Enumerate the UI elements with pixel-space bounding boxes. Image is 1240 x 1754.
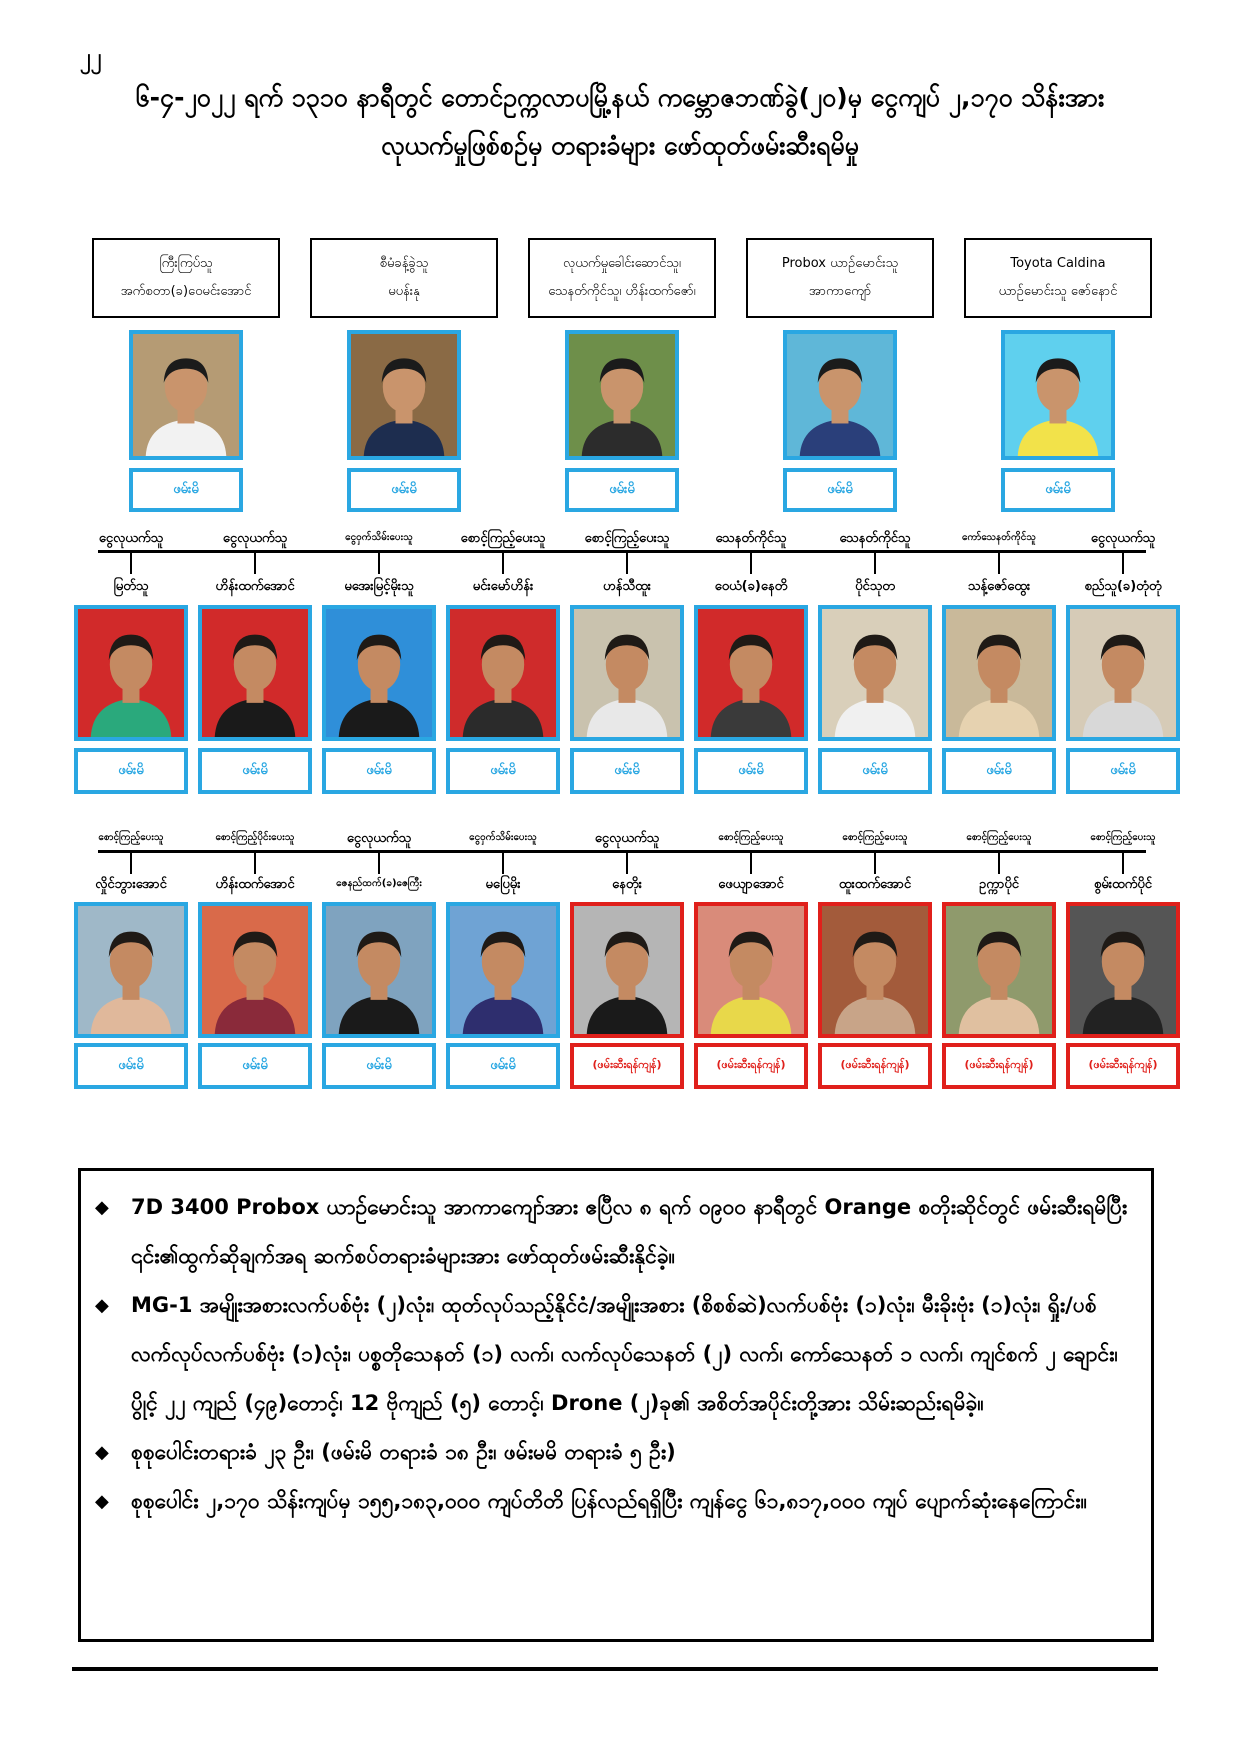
leader-role-line2: မပန်းနု xyxy=(388,284,420,299)
person-silhouette xyxy=(326,906,432,1034)
suspect-status: (ဖမ်းဆီးရန်ကျန်) xyxy=(1066,1043,1180,1089)
diamond-bullet-icon: ◆ xyxy=(95,1295,109,1316)
suspect-role: ငွေလုယက်သူ xyxy=(594,831,660,846)
suspect-role: ငွေဝှက်သိမ်းပေးသူ xyxy=(469,832,537,843)
suspect-role: ငွေလုယက်သူ xyxy=(222,531,288,546)
suspect-role: ငွေလုယက်သူ xyxy=(346,831,412,846)
page-number: ၂၂ xyxy=(80,45,102,70)
connector-tick xyxy=(502,852,504,874)
person-silhouette xyxy=(351,334,457,456)
suspect-name: စွမ်းထက်ပိုင် xyxy=(1094,877,1152,892)
connector-tick xyxy=(1122,552,1124,574)
leader-role-line1: လုယက်မှုခေါင်းဆောင်သူ၊ xyxy=(563,256,681,271)
person-silhouette xyxy=(202,906,308,1034)
leader-photo xyxy=(1001,330,1115,460)
info-box xyxy=(78,1168,1154,1642)
diamond-bullet-icon: ◆ xyxy=(95,1491,109,1512)
suspect-name: မအေးမြင့်မိုးသူ xyxy=(344,579,414,594)
suspect-status: ဖမ်းမိ xyxy=(446,748,560,794)
suspect-role: ငွေဝှက်သိမ်းပေးသူ xyxy=(345,532,413,543)
suspect-photo xyxy=(198,605,312,741)
suspect-name: မပြေမိုး xyxy=(485,877,521,892)
suspect-status: ဖမ်းမိ xyxy=(74,1043,188,1089)
person-silhouette xyxy=(1005,334,1111,456)
leader-role-line1: စီမံခန့်ခွဲသူ xyxy=(379,256,429,271)
info-bullet-1: ◆ 7D 3400 Probox ယာဉ်မောင်းသူ အာကာကျော်အား ဧပြီလ ၈ ရက် ၀၉၀၀ နာရီတွင် Orange စတိုးဆိုင်တွင် ဖမ်းဆီးရမိပြီး ၎င်း၏ထွက်ဆိုချက်အရ ဆက်စပ်တရားခံများအား ဖော်ထုတ်ဖမ်းဆီးနိုင်ခဲ့။ xyxy=(95,1183,1131,1281)
leader-role-box xyxy=(528,238,716,318)
leader-status: ဖမ်းမိ xyxy=(1001,468,1115,512)
suspect-name: ထူးထက်အောင် xyxy=(838,877,912,892)
suspect-status: ဖမ်းမိ xyxy=(74,748,188,794)
suspect-role: စောင့်ကြည့်ပေးသူ xyxy=(966,832,1032,843)
suspect-name: ဝေယံ(ခ)နေတိ xyxy=(714,579,788,594)
connector-tick xyxy=(1122,852,1124,874)
info-bullet-2: ◆ MG-1 အမျိုးအစားလက်ပစ်ဗုံး (၂)လုံး၊ ထုတ်လုပ်သည့်နိုင်ငံ/အမျိုးအစား (စိစစ်ဆဲ)လက်ပစ်ဗုံး (၁)လုံး၊ မီးခိုးဗုံး (၁)လုံး၊ ရှိုး/ပစ်လက်လုပ်လက်ပစ်ဗုံး (၁)လုံး၊ ပစ္စတိုသေနတ် (၁) လက်၊ လက်လုပ်သေနတ် (၂) လက်၊ ကော်သေနတ် ၁ လက်၊ ကျင်စက် ၂ ချောင်း၊ ပွိုင့် ၂၂ ကျည် (၄၉)တောင့်၊ 12 ဗိုကျည် (၅) တောင့်၊ Drone (၂)ခု၏ အစိတ်အပိုင်းတို့အား သိမ်းဆည်းရမိခဲ့။ xyxy=(95,1281,1131,1428)
diamond-bullet-icon: ◆ xyxy=(95,1197,109,1218)
suspect-name: ဟန်သီထူး xyxy=(603,579,651,594)
suspect-role: စောင့်ကြည့်ပေးသူ xyxy=(718,832,784,843)
suspect-name: သန့်ဇော်ထွေး xyxy=(967,579,1031,594)
person-silhouette xyxy=(946,609,1052,737)
suspect-photo xyxy=(818,902,932,1038)
leader-photo xyxy=(565,330,679,460)
leader-status: ဖမ်းမိ xyxy=(783,468,897,512)
suspect-role: သေနတ်ကိုင်သူ xyxy=(715,531,787,546)
suspect-photo xyxy=(446,902,560,1038)
suspect-role: စောင့်ကြည့်ပိုင်းပေးသူ xyxy=(215,832,295,843)
leader-role-box xyxy=(964,238,1152,318)
person-silhouette xyxy=(946,906,1052,1034)
suspect-role: စောင့်ကြည့်ပေးသူ xyxy=(584,531,670,546)
suspect-status: (ဖမ်းဆီးရန်ကျန်) xyxy=(818,1043,932,1089)
connector-tick xyxy=(998,852,1000,874)
person-silhouette xyxy=(450,906,556,1034)
connector-tick xyxy=(254,552,256,574)
leader-role-box xyxy=(92,238,280,318)
suspect-photo xyxy=(446,605,560,741)
leader-role-line1: Toyota Caldina xyxy=(1010,256,1106,271)
suspect-role: စောင့်ကြည့်ပေးသူ xyxy=(842,832,908,843)
suspect-photo xyxy=(942,902,1056,1038)
suspect-name: ပိုင်သုတ xyxy=(855,579,895,594)
leader-role-line1: ကြီးကြပ်သူ xyxy=(159,256,213,271)
leader-role-line2: ယာဉ်မောင်းသူ ဇော်နောင် xyxy=(998,284,1118,299)
connector-tick xyxy=(130,552,132,574)
person-silhouette xyxy=(450,609,556,737)
connector-tick xyxy=(750,852,752,874)
leader-photo xyxy=(347,330,461,460)
suspect-status: (ဖမ်းဆီးရန်ကျန်) xyxy=(694,1043,808,1089)
suspect-name: နေတိုး xyxy=(612,877,642,892)
suspect-photo xyxy=(570,902,684,1038)
person-silhouette xyxy=(822,609,928,737)
person-silhouette xyxy=(698,906,804,1034)
suspect-name: ဥက္ကာပိုင် xyxy=(979,877,1019,892)
suspect-photo xyxy=(694,605,808,741)
suspect-photo xyxy=(74,605,188,741)
leader-photo xyxy=(783,330,897,460)
connector-tick xyxy=(874,552,876,574)
connector-tick xyxy=(378,552,380,574)
suspect-status: ဖမ်းမိ xyxy=(570,748,684,794)
suspect-photo xyxy=(322,605,436,741)
leader-role-box xyxy=(746,238,934,318)
person-silhouette xyxy=(1070,609,1176,737)
connector-tick xyxy=(998,552,1000,574)
suspect-status: ဖမ်းမိ xyxy=(1066,748,1180,794)
leader-photo xyxy=(129,330,243,460)
suspect-photo xyxy=(322,902,436,1038)
person-silhouette xyxy=(202,609,308,737)
connector-tick xyxy=(626,552,628,574)
person-silhouette xyxy=(1070,906,1176,1034)
suspect-status: ဖမ်းမိ xyxy=(322,1043,436,1089)
diamond-bullet-icon: ◆ xyxy=(95,1442,109,1463)
connector-tick xyxy=(378,852,380,874)
leader-status: ဖမ်းမိ xyxy=(565,468,679,512)
suspect-photo xyxy=(942,605,1056,741)
suspect-photo xyxy=(198,902,312,1038)
bottom-rule xyxy=(72,1667,1158,1671)
suspect-name: ဟိန်းထက်အောင် xyxy=(215,579,295,594)
leader-role-line2: သေနတ်ကိုင်သူ၊ ဟိန်းထက်ဇော်၊ xyxy=(548,284,696,299)
suspect-role: စောင့်ကြည့်ပေးသူ xyxy=(98,832,164,843)
connector-tick xyxy=(626,852,628,874)
leader-status: ဖမ်းမိ xyxy=(129,468,243,512)
suspect-name: စည်သူ(ခ)တုံတုံ xyxy=(1084,579,1162,594)
suspect-status: (ဖမ်းဆီးရန်ကျန်) xyxy=(570,1043,684,1089)
suspect-role: ကော်သေနတ်ကိုင်သူ xyxy=(962,532,1036,543)
suspect-status: ဖမ်းမိ xyxy=(198,748,312,794)
suspect-photo xyxy=(74,902,188,1038)
leader-role-line2: အာကာကျော် xyxy=(808,284,872,299)
connector-tick xyxy=(750,552,752,574)
leader-role-line2: အက်စတာ(ခ)ဝေမင်းအောင် xyxy=(120,284,252,299)
person-silhouette xyxy=(574,609,680,737)
suspect-name: မြတ်သူ xyxy=(113,579,149,594)
person-silhouette xyxy=(78,609,184,737)
suspect-photo xyxy=(1066,605,1180,741)
connector-tick xyxy=(874,852,876,874)
person-silhouette xyxy=(822,906,928,1034)
suspect-status: ဖမ်းမိ xyxy=(818,748,932,794)
suspect-name: လှိုင်ဘွားအောင် xyxy=(95,877,167,892)
person-silhouette xyxy=(78,906,184,1034)
suspect-role: သေနတ်ကိုင်သူ xyxy=(839,531,911,546)
suspect-photo xyxy=(570,605,684,741)
suspect-name: မင်းမော်ဟိန်း xyxy=(472,579,534,594)
connector-tick xyxy=(130,852,132,874)
suspect-photo xyxy=(1066,902,1180,1038)
info-bullet-3: ◆ စုစုပေါင်းတရားခံ ၂၃ ဦး၊ (ဖမ်းမိ တရားခံ ၁၈ ဦး၊ ဖမ်းမမိ တရားခံ ၅ ဦး) xyxy=(95,1428,1131,1477)
person-silhouette xyxy=(326,609,432,737)
suspect-status: ဖမ်းမိ xyxy=(446,1043,560,1089)
leader-role-box xyxy=(310,238,498,318)
suspect-role: စောင့်ကြည့်ပေးသူ xyxy=(1090,832,1156,843)
suspect-status: ဖမ်းမိ xyxy=(322,748,436,794)
suspect-role: ငွေလုယက်သူ xyxy=(1090,531,1156,546)
person-silhouette xyxy=(574,906,680,1034)
suspect-status: ဖမ်းမိ xyxy=(198,1043,312,1089)
person-silhouette xyxy=(133,334,239,456)
suspect-name: ဖေယျာအောင် xyxy=(718,877,784,892)
leader-role-line1: Probox ယာဉ်မောင်းသူ xyxy=(781,256,899,271)
leader-status: ဖမ်းမိ xyxy=(347,468,461,512)
suspect-role: စောင့်ကြည့်ပေးသူ xyxy=(460,531,546,546)
suspect-status: (ဖမ်းဆီးရန်ကျန်) xyxy=(942,1043,1056,1089)
connector-tick xyxy=(254,852,256,874)
page-title-line2: လုယက်မှုဖြစ်စဉ်မှ တရားခံများ ဖော်ထုတ်ဖမ်းဆီးရမိမှု xyxy=(381,131,859,160)
suspect-photo xyxy=(694,902,808,1038)
suspect-photo xyxy=(818,605,932,741)
page-title-line1: ၆-၄-၂၀၂၂ ရက် ၁၃၁၀ နာရီတွင် တောင်ဥက္ကလာပမြို့နယ် ကမ္ဘောဇဘဏ်ခွဲ(၂၀)မှ ငွေကျပ် ၂,၁၇၀ သိန်းအား xyxy=(135,83,1105,112)
person-silhouette xyxy=(787,334,893,456)
info-bullet-4: ◆ စုစုပေါင်း ၂,၁၇၀ သိန်းကျပ်မှ ၁၅၅,၁၈၃,၀၀၀ ကျပ်တိတိ ပြန်လည်ရရှိပြီး ကျန်ငွေ ၆၁,၈၁၇,၀၀၀ ကျပ် ပျောက်ဆုံးနေကြောင်း။ xyxy=(95,1477,1131,1526)
suspect-name: ဟိန်းထက်အောင် xyxy=(215,877,295,892)
suspect-status: ဖမ်းမိ xyxy=(694,748,808,794)
connector-tick xyxy=(502,552,504,574)
suspect-status: ဖမ်းမိ xyxy=(942,748,1056,794)
person-silhouette xyxy=(698,609,804,737)
suspect-role: ငွေလုယက်သူ xyxy=(98,531,164,546)
person-silhouette xyxy=(569,334,675,456)
suspect-name: ဇေနည်ထက်(ခ)ဇေကြီး xyxy=(336,878,422,889)
